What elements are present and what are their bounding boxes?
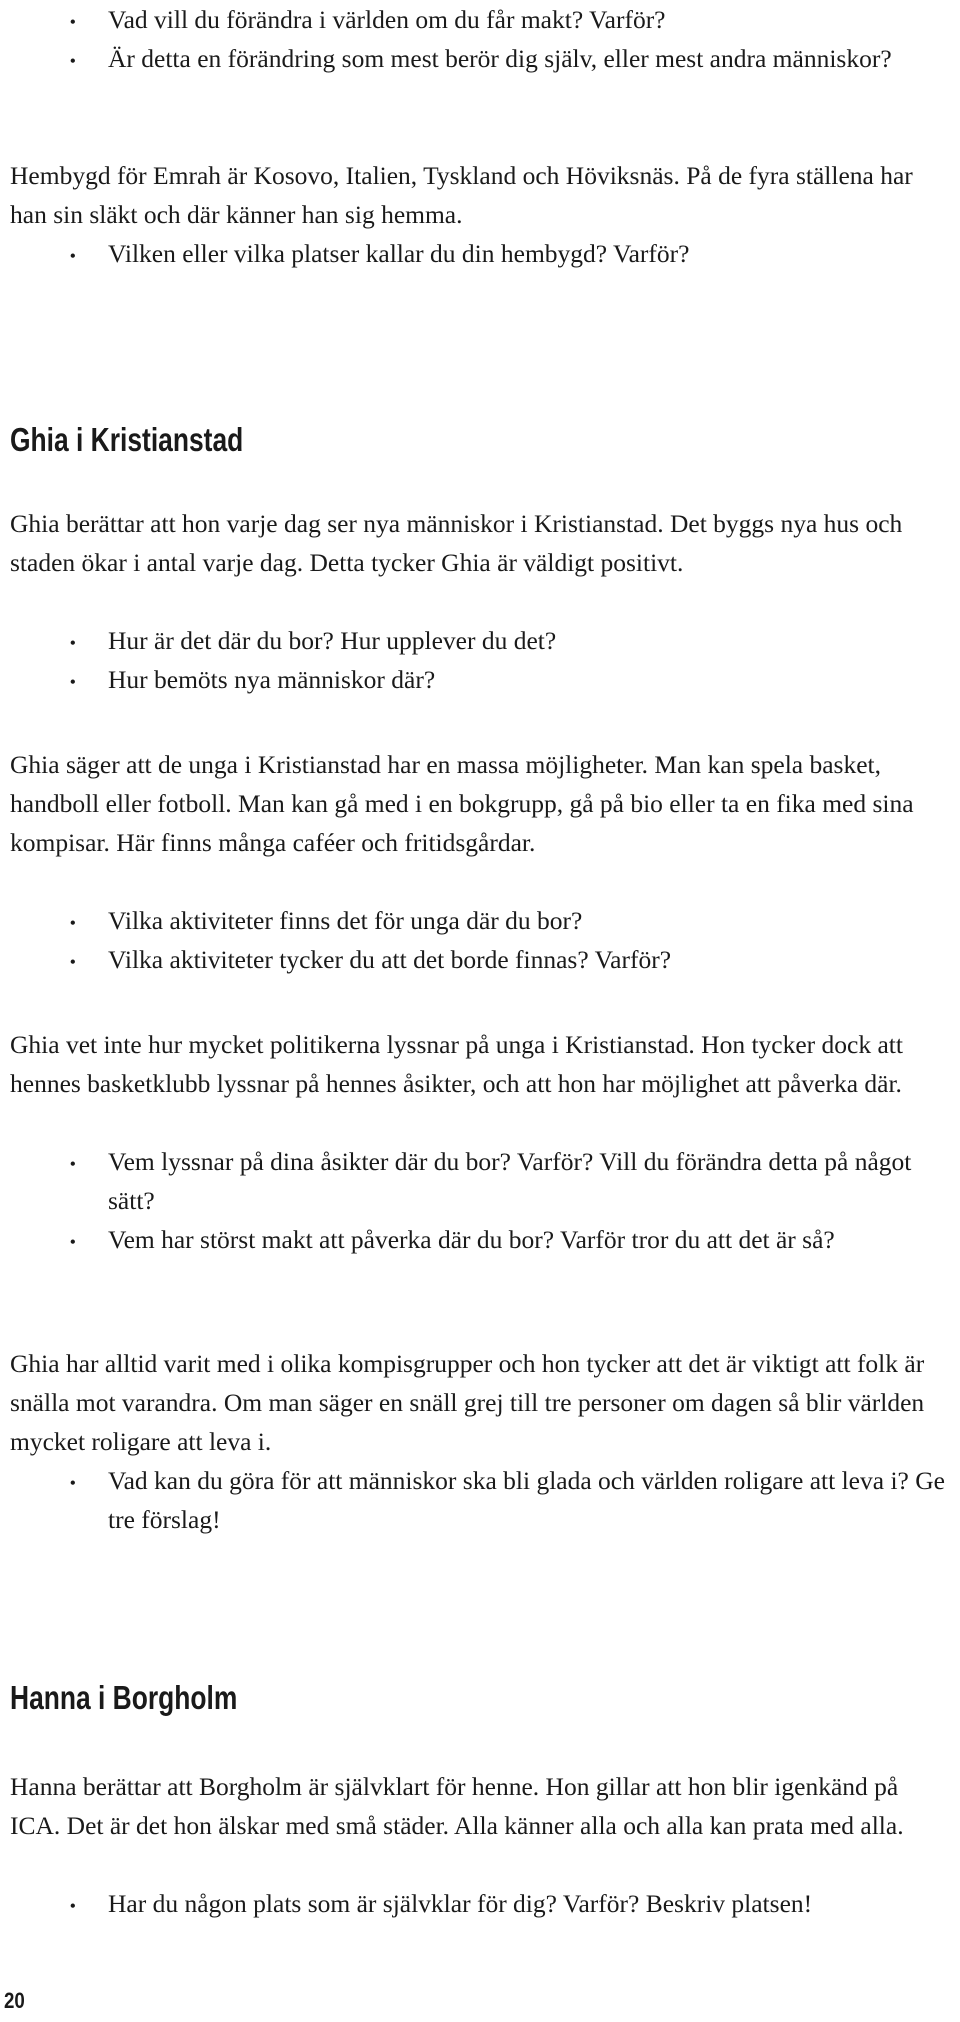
question-list xyxy=(10,234,950,273)
question-text: Vem lyssnar på dina åsikter där du bor? Varför? Vill du förändra detta på något sätt? xyxy=(108,1147,912,1215)
list-item xyxy=(10,940,950,979)
bullet-icon: • xyxy=(70,1898,76,1915)
bullet-icon: • xyxy=(70,248,76,265)
question-text: Hur är det där du bor? Hur upplever du det? xyxy=(108,626,557,655)
bullet-icon: • xyxy=(70,674,76,691)
question-text: Är detta en förändring som mest berör dig själv, eller mest andra människor? xyxy=(108,44,892,73)
body-paragraph: Ghia säger att de unga i Kristianstad har en massa möjligheter. Man kan spela basket, handboll eller fotboll. Man kan gå med i en bokgrupp, gå på bio eller ta en fika med sina kompisar. Här finns många caféer och fritidsgårdar. xyxy=(10,750,914,857)
list-item xyxy=(10,39,950,78)
section-heading: Hanna i Borgholm xyxy=(10,1679,238,1716)
question-list xyxy=(10,621,950,699)
body-paragraph: Hembygd för Emrah är Kosovo, Italien, Tyskland och Höviksnäs. På de fyra ställena har han sin släkt och där känner han sig hemma. xyxy=(10,161,913,229)
bullet-icon: • xyxy=(70,1234,76,1251)
question-text: Vilken eller vilka platser kallar du din hembygd? Varför? xyxy=(108,239,690,268)
list-item xyxy=(10,234,950,273)
intro-question-list xyxy=(10,0,950,78)
list-item xyxy=(10,1220,950,1259)
list-item xyxy=(10,660,950,699)
body-paragraph: Ghia vet inte hur mycket politikerna lyssnar på unga i Kristianstad. Hon tycker dock att hennes basketklubb lyssnar på hennes åsikter, och att hon har möjlighet att påverka där. xyxy=(10,1030,903,1098)
question-list xyxy=(10,1461,950,1539)
list-item xyxy=(10,0,950,39)
question-text: Vad vill du förändra i världen om du får makt? Varför? xyxy=(108,5,666,34)
question-text: Hur bemöts nya människor där? xyxy=(108,665,436,694)
bullet-icon: • xyxy=(70,635,76,652)
page-number: 20 xyxy=(4,1988,25,2013)
bullet-icon: • xyxy=(70,14,76,31)
list-item xyxy=(10,621,950,660)
question-text: Vilka aktiviteter tycker du att det borde finnas? Varför? xyxy=(108,945,672,974)
bullet-icon: • xyxy=(70,915,76,932)
list-item xyxy=(10,1142,950,1220)
bullet-icon: • xyxy=(70,1156,76,1173)
question-text: Har du någon plats som är självklar för dig? Varför? Beskriv platsen! xyxy=(108,1889,813,1918)
section-heading: Ghia i Kristianstad xyxy=(10,421,244,458)
list-item xyxy=(10,901,950,940)
question-text: Vad kan du göra för att människor ska bli glada och världen roligare att leva i? Ge tre förslag! xyxy=(108,1466,945,1534)
body-paragraph: Ghia har alltid varit med i olika kompisgrupper och hon tycker att det är viktigt att folk är snälla mot varandra. Om man säger en snäll grej till tre personer om dagen så blir världen mycket roligare att leva i. xyxy=(10,1349,925,1456)
question-list xyxy=(10,1142,950,1259)
bullet-icon: • xyxy=(70,53,76,70)
body-paragraph: Ghia berättar att hon varje dag ser nya människor i Kristianstad. Det byggs nya hus och staden ökar i antal varje dag. Detta tycker Ghia är väldigt positivt. xyxy=(10,509,903,577)
body-paragraph: Hanna berättar att Borgholm är självklart för henne. Hon gillar att hon blir igenkänd på ICA. Det är det hon älskar med små städer. Alla känner alla och alla kan prata med alla. xyxy=(10,1772,904,1840)
list-item xyxy=(10,1884,950,1923)
question-text: Vem har störst makt att påverka där du bor? Varför tror du att det är så? xyxy=(108,1225,835,1254)
bullet-icon: • xyxy=(70,1475,76,1492)
bullet-icon: • xyxy=(70,954,76,971)
question-text: Vilka aktiviteter finns det för unga där du bor? xyxy=(108,906,583,935)
question-list xyxy=(10,1884,950,1923)
list-item xyxy=(10,1461,950,1539)
question-list xyxy=(10,901,950,979)
